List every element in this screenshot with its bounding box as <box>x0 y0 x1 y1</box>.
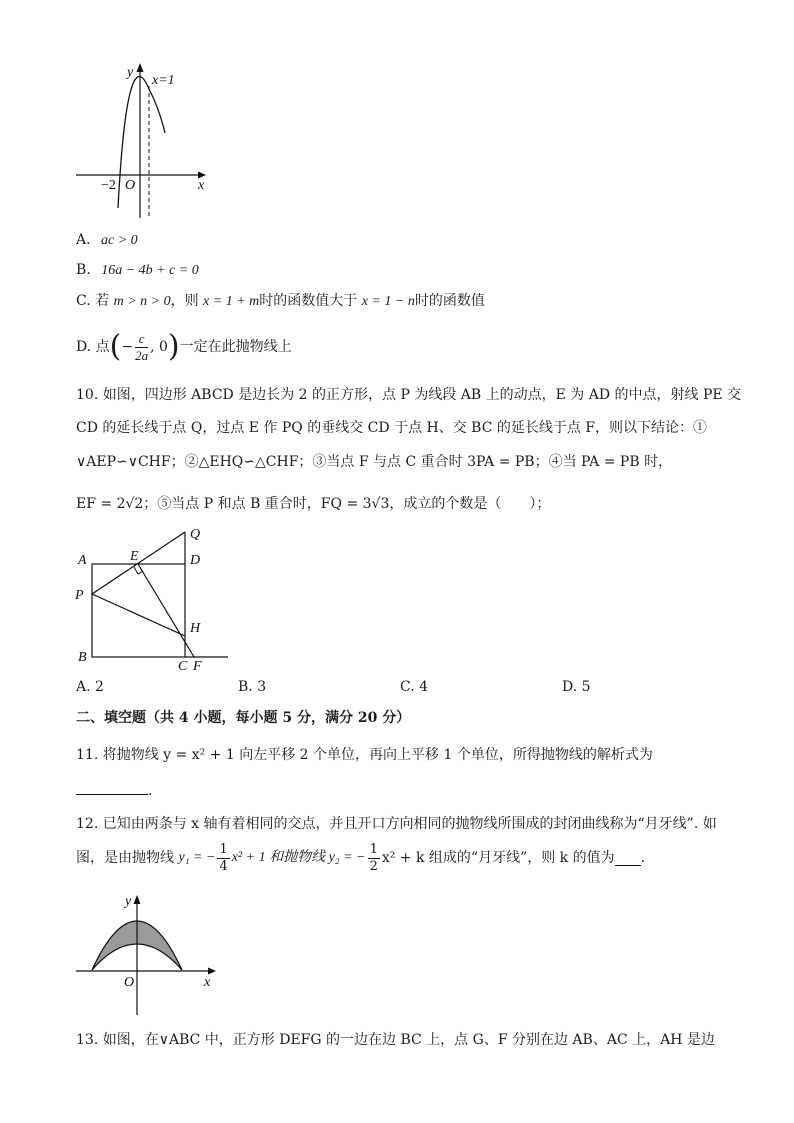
q9-option-a <box>76 230 138 251</box>
q9-option-a-expr: ac > 0 <box>101 233 138 248</box>
label-q: Q <box>190 527 201 542</box>
q9-option-d-fraction: $\frac{c}{2a}$ <box>135 330 149 363</box>
q9-option-c-tail: 时的函数值 <box>414 293 485 309</box>
q10-line-3: ∨AEP∽∨CHF；②△EHQ∽△CHF；③当点 F 与点 C 重合时 3PA = PB；④当 PA = PB 时， <box>76 454 673 470</box>
fig1-minus-two: −2 <box>101 178 116 193</box>
fig1-origin: O <box>125 178 136 193</box>
q12-text-b: x² + 1 和抛物线 <box>231 850 329 865</box>
q9-option-c <box>76 291 485 312</box>
label-f: F <box>193 659 202 674</box>
square-abcd <box>92 564 185 657</box>
y-axis-arrow <box>134 895 141 904</box>
fig3-y-label: y <box>125 894 132 909</box>
x-axis-arrow <box>208 968 216 975</box>
fig1-x-label: x <box>198 178 205 193</box>
q12-blank <box>615 851 641 866</box>
q10-option-b: B. 3 <box>238 679 267 695</box>
line-ef <box>138 564 194 657</box>
label-h: H <box>190 621 201 636</box>
parabola-figure <box>70 58 220 223</box>
label-p: P <box>75 588 84 603</box>
q10-option-c: C. 4 <box>400 679 429 695</box>
line-ph <box>92 594 185 636</box>
q11-end: . <box>148 783 153 799</box>
square-figure <box>70 522 240 672</box>
q9-option-d-prefix: D. 点 <box>76 339 110 355</box>
q12-text-c: x² + k 组成的“月牙线”，则 k 的值为 <box>381 850 615 866</box>
y-axis-arrow <box>137 63 144 72</box>
q9-option-c-prefix: C. 若 <box>76 293 114 309</box>
fig3-x-label: x <box>204 975 211 990</box>
q12-line-1: 12. 已知由两条与 x 轴有着相同的交点，并且开口方向相同的抛物线所围成的封闭曲线称为“月牙线”. 如 <box>76 816 717 832</box>
label-d: D <box>190 553 201 568</box>
q9-option-d: D. 点(− $\frac{c}{2a}$ , 0)一定在此抛物线上 <box>76 329 292 364</box>
label-e: E <box>130 549 139 564</box>
label-b: B <box>78 650 87 665</box>
q12-end: . <box>640 850 646 866</box>
q11-text: 11. 将抛物线 y = x² + 1 向左平移 2 个单位，再向上平移 1 个单位，所得抛物线的解析式为 <box>76 747 653 763</box>
q10-line-1: 10. 如图，四边形 ABCD 是边长为 2 的正方形，点 P 为线段 AB 上的动点，E 为 AD 的中点，射线 PE 交 <box>76 387 742 403</box>
crescent-figure <box>70 890 230 1020</box>
fig3-origin: O <box>124 975 135 990</box>
q10-line-4: EF = 2√2；⑤当点 P 和点 B 重合时，FQ = 3√3，成立的个数是（ ）； <box>76 496 551 512</box>
q12-fraction-2: $\frac{1}{2}$ <box>369 841 378 874</box>
fig1-axis-line-label: x=1 <box>152 73 175 88</box>
label-c: C <box>178 659 188 674</box>
q10-option-a: A. 2 <box>76 679 104 695</box>
section-heading: 二、填空题（共 4 小题，每小题 5 分，满分 20 分） <box>76 710 411 726</box>
q10-option-d: D. 5 <box>562 679 591 695</box>
q12-fraction-1: $\frac{1}{4}$ <box>219 841 228 874</box>
q11-blank <box>76 780 148 795</box>
q12-line-2 <box>76 840 645 876</box>
q9-option-c-mid2: 时的函数值大于 <box>259 293 362 309</box>
q12-y2: y₂ = − <box>328 850 366 865</box>
q9-option-b-letter: B. <box>76 262 91 278</box>
q9-option-c-mid1: ，则 <box>170 293 204 309</box>
q9-option-a-letter: A. <box>76 232 91 248</box>
q10-line-2: CD 的延长线于点 Q，过点 E 作 PQ 的垂线交 CD 于点 H、交 BC 的延长线于点 F，则以下结论：① <box>76 420 708 436</box>
q9-option-d-tail: 一定在此抛物线上 <box>179 339 292 355</box>
q13-line-1: 13. 如图，在∨ABC 中，正方形 DEFG 的一边在边 BC 上，点 G、F 分别在边 AB、AC 上，AH 是边 <box>76 1032 715 1048</box>
q9-option-c-x2: x = 1 − n <box>361 294 415 309</box>
label-a: A <box>78 553 87 568</box>
q12-text-a: 图，是由抛物线 <box>76 850 179 866</box>
q9-option-c-cond: m > n > 0 <box>113 294 171 309</box>
q9-option-b <box>76 260 199 281</box>
q12-y1: y₁ = − <box>178 850 216 865</box>
q9-option-c-x1: x = 1 + m <box>203 294 260 309</box>
fig1-y-label: y <box>127 65 134 80</box>
q9-option-b-expr: 16a − 4b + c = 0 <box>101 263 199 278</box>
q11-answer-line <box>76 780 152 801</box>
